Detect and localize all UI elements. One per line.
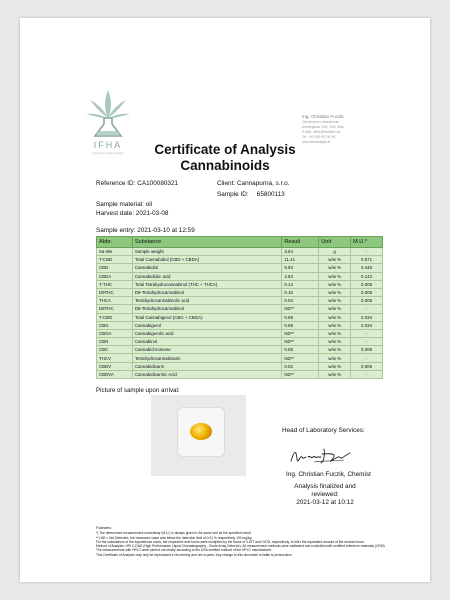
cell-mu: 0.034 bbox=[351, 321, 383, 329]
table-row bbox=[97, 346, 383, 354]
reference-value: CA100080321 bbox=[137, 180, 179, 187]
cell-abbr: CBDV bbox=[97, 362, 133, 370]
table-row bbox=[97, 354, 383, 362]
table-row bbox=[97, 321, 383, 329]
cell-substance: D9-Tetrahydrocannabinol bbox=[132, 288, 281, 296]
cell-unit: g bbox=[319, 248, 351, 256]
table-row bbox=[97, 264, 383, 272]
cell-result: ND** bbox=[282, 354, 319, 362]
logo-wordmark: IFHA bbox=[93, 140, 123, 150]
cell-result: 0.69 bbox=[282, 321, 319, 329]
cell-abbr: T-THC bbox=[97, 280, 133, 288]
table-row bbox=[97, 280, 383, 288]
header-unit: Unit bbox=[319, 237, 351, 248]
client-value: Cannapurna, s.r.o. bbox=[236, 180, 290, 187]
cell-mu: - bbox=[351, 370, 383, 378]
cell-mu: 0.005 bbox=[351, 280, 383, 288]
cell-mu: - bbox=[351, 305, 383, 313]
cell-abbr: THCV bbox=[97, 354, 133, 362]
reference-label: Reference ID: bbox=[96, 180, 136, 187]
signer-name: Ing. Christian Fuczik, Chemist bbox=[286, 471, 371, 478]
cell-mu: 0.142 bbox=[351, 272, 383, 280]
reference-id bbox=[96, 180, 178, 187]
cell-unit: w/w % bbox=[319, 346, 351, 354]
cell-mu: 0.005 bbox=[351, 288, 383, 296]
sample-material: Sample material: oil bbox=[96, 201, 153, 208]
cell-abbr: CBN bbox=[97, 338, 133, 346]
signature-image bbox=[288, 445, 354, 467]
table-row bbox=[97, 329, 383, 337]
cell-substance: Tetrahydrocannabinolic acid bbox=[132, 297, 281, 305]
cell-result: 0.02 bbox=[282, 362, 319, 370]
leaf-flask-icon bbox=[80, 88, 136, 138]
table-row bbox=[97, 288, 383, 296]
cell-unit: w/w % bbox=[319, 370, 351, 378]
cell-abbr: THCA bbox=[97, 297, 133, 305]
cell-mu: 0.005 bbox=[351, 346, 383, 354]
cell-abbr: T-CBG bbox=[97, 313, 133, 321]
title-line-2: Cannabinoids bbox=[180, 158, 270, 173]
cell-unit: w/w % bbox=[319, 256, 351, 264]
document-title bbox=[20, 142, 430, 174]
cell-result: ND** bbox=[282, 329, 319, 337]
cell-result: ND** bbox=[282, 305, 319, 313]
cell-mu: 0.005 bbox=[351, 297, 383, 305]
sample-id bbox=[217, 191, 285, 198]
finalized-date: 2021-03-12 at 10:12 bbox=[296, 499, 354, 506]
cell-substance: Cannabigerol bbox=[132, 321, 281, 329]
cell-unit: w/w % bbox=[319, 305, 351, 313]
table-row bbox=[97, 248, 383, 256]
cell-unit: w/w % bbox=[319, 272, 351, 280]
table-row bbox=[97, 305, 383, 313]
cell-abbr: D9THC bbox=[97, 288, 133, 296]
cell-result: 0.08 bbox=[282, 346, 319, 354]
client bbox=[217, 180, 290, 187]
cell-abbr: CBG bbox=[97, 321, 133, 329]
cell-mu: - bbox=[351, 329, 383, 337]
cell-unit: w/w % bbox=[319, 313, 351, 321]
cell-abbr: CBC bbox=[97, 346, 133, 354]
logo-subtitle: Institute for Hemp Analytics bbox=[92, 152, 124, 155]
sample-id-label: Sample ID: bbox=[217, 191, 249, 198]
harvest-date: Harvest date: 2021-03-08 bbox=[96, 210, 169, 217]
cell-result: 0.10 bbox=[282, 288, 319, 296]
cell-substance: Sample weight bbox=[132, 248, 281, 256]
lab-line: E-Mail: office@hanflabor.at bbox=[302, 130, 341, 134]
cell-substance: Cannabidiol bbox=[132, 264, 281, 272]
cell-substance: Total Cannabigerol (CBG + CBGA) bbox=[132, 313, 281, 321]
cell-mu: 0.446 bbox=[351, 264, 383, 272]
cell-substance: D8-Tetrahydrocannabinol bbox=[132, 305, 281, 313]
cell-substance: Cannabidiolic acid bbox=[132, 272, 281, 280]
lab-line: www.hanfanalytik.at bbox=[302, 140, 331, 144]
cell-unit: w/w % bbox=[319, 280, 351, 288]
cell-result: 8.93 bbox=[282, 264, 319, 272]
cell-unit: w/w % bbox=[319, 362, 351, 370]
oil-drop bbox=[190, 423, 212, 440]
cell-abbr: CBGA bbox=[97, 329, 133, 337]
title-line-1: Certificate of Analysis bbox=[154, 142, 296, 157]
footnote-line: *) The determined measurement uncertainty (M.U.) is always given in the same unit as the specified result. bbox=[96, 531, 252, 536]
footnotes-header: Footnotes: bbox=[96, 526, 112, 530]
photo-label: Picture of sample upon arrival: bbox=[96, 387, 180, 394]
cell-abbr: CBD bbox=[97, 264, 133, 272]
cell-substance: Cannabinol bbox=[132, 338, 281, 346]
footnote-line: Method of Analysis: HPLC-DAD (High Performance Liquid Chromatography - Diode Array Detector). All measurement methods were calibrated and controlled with certified reference materials (CRM). The measurements with HPLC were carried out strictly according to the USA certified method of the HPLC manufacturer. bbox=[96, 544, 386, 553]
footnote-line: **) ND = Not Detected, the measured value was below the detection limit of 0.01 % respectively 100 mg/kg. bbox=[96, 535, 253, 540]
cell-unit: w/w % bbox=[319, 338, 351, 346]
certificate-page bbox=[20, 18, 430, 582]
sample-photo bbox=[151, 395, 246, 476]
cell-result: 0.14 bbox=[282, 280, 319, 288]
cell-abbr: CBDA bbox=[97, 272, 133, 280]
header-abbr: Abbr. bbox=[97, 237, 133, 248]
cell-mu: 0.034 bbox=[351, 313, 383, 321]
cell-abbr: D8THC bbox=[97, 305, 133, 313]
cell-mu: 0.571 bbox=[351, 256, 383, 264]
sample-entry: Sample entry: 2021-03-10 at 12:59 bbox=[96, 227, 195, 234]
cell-unit: w/w % bbox=[319, 354, 351, 362]
cell-result: 2.83 bbox=[282, 272, 319, 280]
lab-address-block bbox=[302, 114, 422, 145]
cell-result: 0.69 bbox=[282, 313, 319, 321]
cell-result: 0.04 bbox=[282, 297, 319, 305]
table-row bbox=[97, 272, 383, 280]
header-substance: Substance bbox=[132, 237, 281, 248]
table-header-row bbox=[97, 237, 383, 248]
cell-substance: Cannabidivarinic Acid bbox=[132, 370, 281, 378]
cell-substance: Total Cannabidiol (CBD + CBDA) bbox=[132, 256, 281, 264]
footnote-line: For the calculations of the equivalence sums, the respective acid forms were multiplied by the factor of 0.877 and 0.878, respectively, to infer the equivalent amount of the neutral forms. bbox=[96, 539, 365, 544]
cell-unit: w/w % bbox=[319, 297, 351, 305]
header-mu: M.U.* bbox=[351, 237, 383, 248]
cell-substance: Total Tetrahydrocannabinol (THC + THCA) bbox=[132, 280, 281, 288]
table-row bbox=[97, 338, 383, 346]
client-label: Client: bbox=[217, 180, 236, 187]
finalized-block bbox=[280, 483, 370, 507]
cell-mu: - bbox=[351, 248, 383, 256]
table-row bbox=[97, 362, 383, 370]
cell-abbr: T-CBD bbox=[97, 256, 133, 264]
finalized-label: Analysis finalized and reviewed: bbox=[294, 483, 356, 498]
cell-result: ND** bbox=[282, 338, 319, 346]
cell-result: ND** bbox=[282, 370, 319, 378]
lab-line: Tel.: +43 699 927 60 63 bbox=[302, 135, 336, 139]
cell-substance: Tetrahydrocannabivarin bbox=[132, 354, 281, 362]
cell-unit: w/w % bbox=[319, 329, 351, 337]
cell-mu: 0.005 bbox=[351, 362, 383, 370]
sample-id-value: 65800113 bbox=[256, 191, 285, 198]
header-result: Result bbox=[282, 237, 319, 248]
footnote-line: This Certificate of Analysis may only be reproduced in its entirety and not in parts. Any change to this document is liable to prosecution bbox=[96, 552, 292, 557]
lab-line: Dernergasse 2/40, 1120 Wien bbox=[302, 125, 345, 129]
cell-result: 11.41 bbox=[282, 256, 319, 264]
cell-substance: Cannabichromene bbox=[132, 346, 281, 354]
cell-substance: Cannabigerolic acid bbox=[132, 329, 281, 337]
cell-mu: - bbox=[351, 338, 383, 346]
table-row bbox=[97, 313, 383, 321]
table-row bbox=[97, 256, 383, 264]
results-table bbox=[96, 236, 383, 379]
cell-substance: Cannabidivarin bbox=[132, 362, 281, 370]
cell-abbr: Sa-We bbox=[97, 248, 133, 256]
table-row bbox=[97, 370, 383, 378]
cell-unit: w/w % bbox=[319, 288, 351, 296]
footnotes bbox=[96, 526, 386, 557]
lab-name: Ing. Christian Fuczik bbox=[302, 114, 344, 119]
head-of-lab-label: Head of Laboratory Services: bbox=[282, 427, 365, 434]
cell-mu: - bbox=[351, 354, 383, 362]
lab-line: Chemisches Laboratorium bbox=[302, 120, 340, 124]
cell-abbr: CBDVA bbox=[97, 370, 133, 378]
table-row bbox=[97, 297, 383, 305]
cell-result: 3.64 bbox=[282, 248, 319, 256]
cell-unit: w/w % bbox=[319, 264, 351, 272]
cell-unit: w/w % bbox=[319, 321, 351, 329]
